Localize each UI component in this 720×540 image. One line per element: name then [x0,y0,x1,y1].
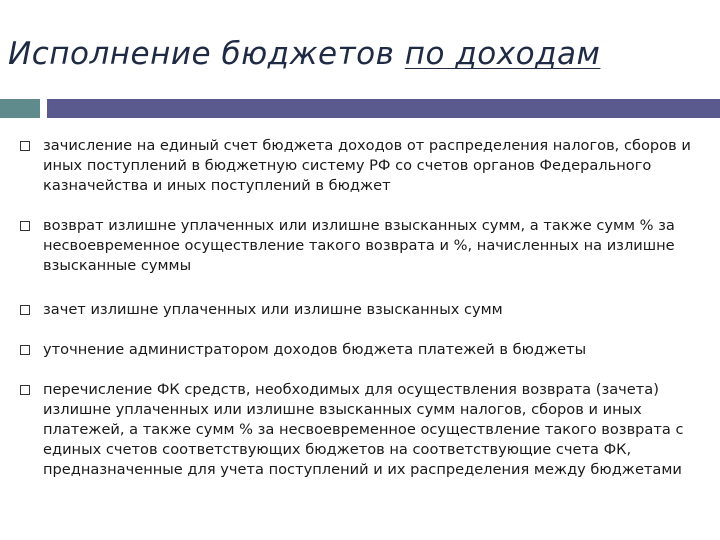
slide-title-underlined: по доходам [404,36,601,72]
checkbox-bullet-icon [20,221,30,231]
list-item-text: возврат излишне уплаченных или излишне взысканных сумм, а также сумм % за несвоевременное осуществление такого возврата и %, начисленных на излишне взысканные суммы [43,217,675,274]
checkbox-bullet-icon [20,141,30,151]
list-item-text: зачисление на единый счет бюджета доходов от распределения налогов, сборов и иных поступлений в бюджетную систему РФ со счетов органов Федерального казначейства и иных поступлений в бюджет [43,137,691,194]
slide-title-main: Исполнение бюджетов [8,36,405,72]
checkbox-bullet-icon [20,385,30,395]
checkbox-bullet-icon [20,305,30,315]
list-item-text: перечисление ФК средств, необходимых для осуществления возврата (зачета) излишне уплаченных или излишне взысканных сумм налогов, сборов и иных платежей, а также сумм % за несвоевременное осуществление такого возврата с единых счетов соответствующих бюджетов на соответствующие счета ФК, предназначенные для учета поступлений и их распределения между бюджетами [43,381,684,478]
checkbox-bullet-icon [20,345,30,355]
list-item-text: зачет излишне уплаченных или излишне взысканных сумм [43,301,503,318]
list-item-text: уточнение администратором доходов бюджета платежей в бюджеты [43,341,587,358]
